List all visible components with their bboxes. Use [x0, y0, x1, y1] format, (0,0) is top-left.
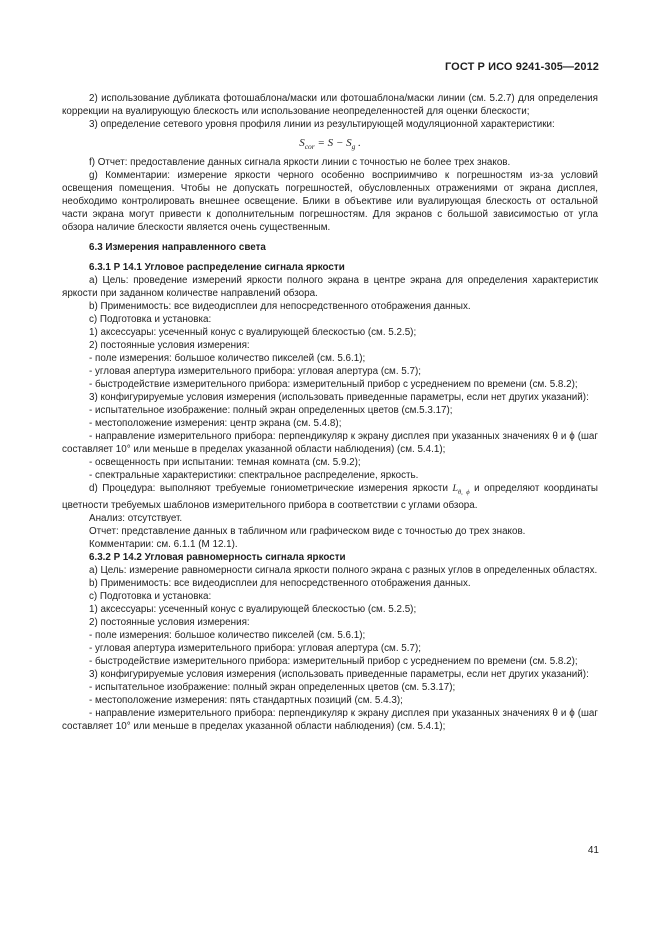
list-item: - местоположение измерения: центр экрана (см. 5.4.8);	[89, 418, 342, 429]
page-body	[62, 92, 598, 733]
list-item: - спектральные характеристики: спектральное распределение, яркость.	[89, 470, 419, 481]
list-item: 2) постоянные условия измерения:	[89, 340, 250, 351]
paragraph: Анализ: отсутствует.	[89, 512, 183, 524]
formula-rhs-a: S	[327, 137, 334, 149]
paragraph: 3) определение сетевого уровня профиля линии из результирующей модуляционной характеристики:	[89, 119, 555, 130]
paragraph: c) Подготовка и установка:	[89, 314, 212, 325]
paragraph: Комментарии: см. 6.1.1 (М 12.1).	[89, 538, 238, 550]
luminance-symbol-letter: L	[452, 483, 458, 494]
list-item: - угловая апертура измерительного прибора: угловая апертура (см. 5.7);	[89, 642, 421, 654]
list-item: - поле измерения: большое количество пикселей (см. 5.6.1);	[89, 353, 366, 364]
list-item: - испытательное изображение: полный экран определенных цветов (см. 5.3.17);	[89, 681, 456, 693]
list-item: 1) аксессуары: усеченный конус с вуалирующей блескостью (см. 5.2.5);	[89, 327, 417, 338]
formula-rhs-b: S	[346, 137, 352, 149]
list-item: 3) конфигурируемые условия измерения (использовать приведенные параметры, если нет других указаний):	[89, 392, 589, 403]
list-item: 2) постоянные условия измерения:	[89, 616, 250, 628]
paragraph: a) Цель: проведение измерений яркости полного экрана в центре экрана для определения характеристик яркости при заданном количестве направлений обзора.	[62, 275, 598, 299]
procedure-paragraph	[62, 482, 598, 512]
paragraph: g) Комментарии: измерение яркости черного особенно восприимчиво к погрешностям из-за условий освещения помещения. Чтобы не допускать погрешностей, обусловленных отражениями от экрана дисплея, необходимо контролировать внешнее освещение. Блики в объективе или вуалирующая блескость от остальной части экрана могут привести к дополнительным погрешностям. Для экранов с большой зависимостью от угла обзора наличие блескости является очень существенным.	[62, 170, 598, 233]
paragraph: c) Подготовка и установка:	[89, 590, 212, 602]
luminance-symbol-sub: θ, ϕ	[457, 488, 470, 496]
section-heading-6-3-2: 6.3.2 P 14.2 Угловая равномерность сигнала яркости	[89, 551, 346, 563]
list-item: - быстродействие измерительного прибора: измерительный прибор с усреднением по времени (см. 5.8.2);	[89, 655, 578, 667]
procedure-text-a: d) Процедура: выполняют требуемые гониометрические измерения яркости	[89, 483, 453, 494]
section-heading-6-3-1: 6.3.1 P 14.1 Угловое распределение сигнала яркости	[89, 262, 345, 273]
page-number: 41	[587, 845, 599, 856]
paragraph: b) Применимость: все видеодисплеи для непосредственного отображения данных.	[89, 301, 471, 312]
formula-lhs: S	[299, 137, 305, 149]
list-item: 1) аксессуары: усеченный конус с вуалирующей блескостью (см. 5.2.5);	[89, 603, 417, 615]
list-item: 3) конфигурируемые условия измерения (использовать приведенные параметры, если нет других указаний):	[89, 668, 589, 680]
list-item: - угловая апертура измерительного прибора: угловая апертура (см. 5.7);	[89, 366, 421, 377]
list-item: - освещенность при испытании: темная комната (см. 5.9.2);	[89, 457, 361, 468]
formula-lhs-sub: cor	[304, 142, 315, 152]
standard-header: ГОСТ Р ИСО 9241-305—2012	[444, 61, 599, 73]
list-item: - направление измерительного прибора: перпендикуляр к экрану дисплея при указанных значениях θ и ϕ (шаг составляет 10° или меньше в пределах указанной области наблюдения) (см. 5.4.1);	[62, 707, 598, 732]
luminance-symbol	[453, 483, 470, 494]
procedure-text-b: и определяют координаты цветности требуемых шаблонов измерительного прибора в соответствии с углами обзора.	[62, 483, 598, 511]
paragraph: Отчет: представление данных в табличном или графическом виде с точностью до трех знаков.	[89, 525, 526, 537]
list-item: - поле измерения: большое количество пикселей (см. 5.6.1);	[89, 629, 366, 641]
paragraph: b) Применимость: все видеодисплеи для непосредственного отображения данных.	[89, 577, 471, 589]
list-item: - направление измерительного прибора: перпендикуляр к экрану дисплея при указанных значениях θ и ϕ (шаг составляет 10° или меньше в пределах указанной области наблюдения) (см. 5.4.1);	[62, 431, 598, 455]
paragraph: 2) использование дубликата фотошаблона/маски или фотошаблона/маски линии (см. 5.2.7) для определения коррекции на вуалирующую блескость или использование неопределенностей для оценки блескости;	[62, 93, 598, 117]
formula-s-cor	[62, 132, 598, 154]
formula-end: .	[355, 137, 361, 149]
paragraph: a) Цель: измерение равномерности сигнала яркости полного экрана с разных углов в определенных областях.	[89, 564, 598, 576]
list-item: - местоположение измерения: пять стандартных позиций (см. 5.4.3);	[89, 694, 403, 706]
section-heading-6-3: 6.3 Измерения направленного света	[89, 242, 266, 253]
paragraph: f) Отчет: предоставление данных сигнала яркости линии с точностью не более трех знаков.	[89, 157, 511, 168]
list-item: - испытательное изображение: полный экран определенных цветов (см.5.3.17);	[89, 405, 453, 416]
formula-rhs-b-sub: g	[351, 142, 356, 152]
formula-minus: −	[333, 137, 347, 149]
formula-eq: =	[314, 137, 328, 149]
list-item: - быстродействие измерительного прибора: измерительный прибор с усреднением по времени (см. 5.8.2);	[89, 379, 578, 390]
